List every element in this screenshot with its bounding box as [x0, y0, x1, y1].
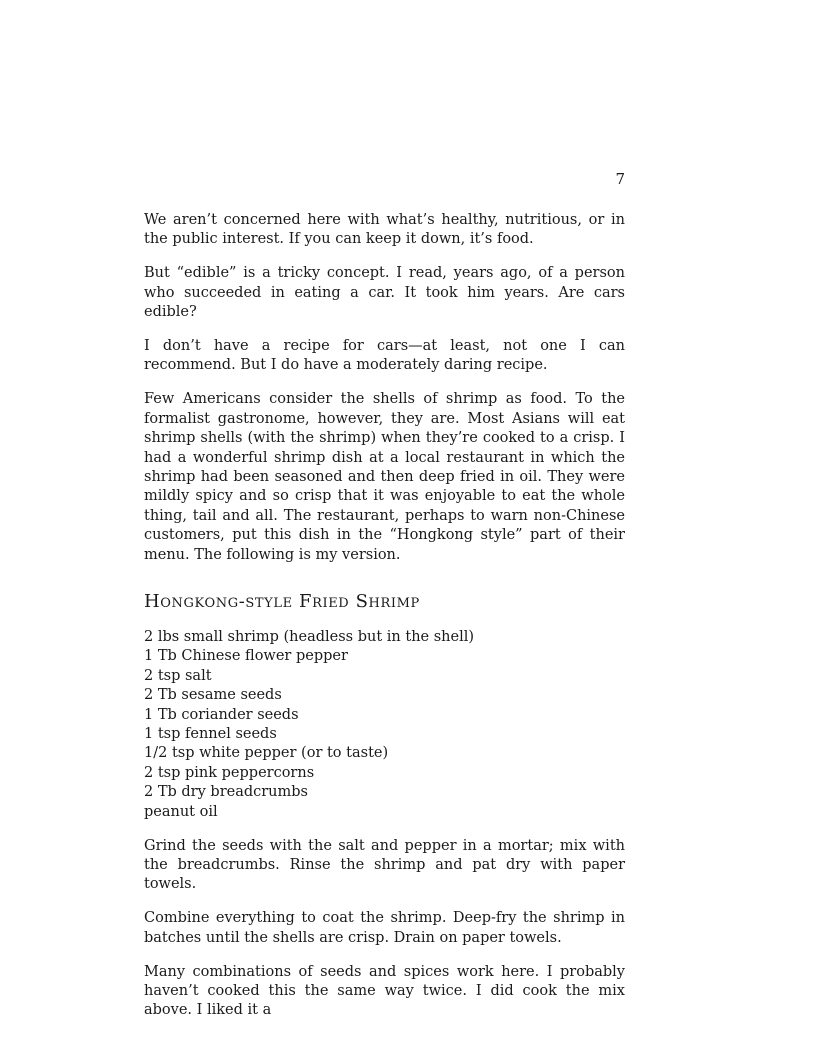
page-number: 7 [615, 170, 625, 188]
ingredient-item: peanut oil [144, 803, 218, 820]
ingredient-item: 2 Tb sesame seeds [144, 687, 282, 704]
ingredient-item: 1/2 tsp white pepper (or to taste) [144, 745, 389, 762]
ingredient-item: 1 Tb Chinese flower pepper [144, 648, 348, 665]
body-text [144, 211, 625, 1035]
ingredient-item: 1 tsp fennel seeds [144, 726, 277, 743]
intro-paragraph: I don’t have a recipe for cars—at least, not one I can recommend. But I do have a moderately daring recipe. [144, 338, 625, 374]
ingredient-item: 2 tsp pink peppercorns [144, 764, 315, 781]
ingredient-item: 2 Tb dry breadcrumbs [144, 784, 308, 801]
intro-paragraph: Few Americans consider the shells of shrimp as food. To the formalist gastronome, however, they are. Most Asians will eat shrimp shells (with the shrimp) when they’re cooked to a crisp. I had a wonderful shrimp dish at a local restaurant in which the shrimp had been seasoned and then deep fried in oil. They were mildly spicy and so crisp that it was enjoyable to eat the whole thing, tail and all. The restaurant, perhaps to warn non-Chinese customers, put this dish in the “Hongkong style” part of their menu. The following is my version. [144, 391, 625, 563]
ingredient-item: 1 Tb coriander seeds [144, 706, 299, 723]
ingredient-item: 2 tsp salt [144, 667, 212, 684]
ingredient-list [144, 628, 625, 822]
instruction-paragraph: Grind the seeds with the salt and pepper in a mortar; mix with the breadcrumbs. Rinse the shrimp and pat dry with paper towels. [144, 837, 625, 893]
ingredient-item: 2 lbs small shrimp (headless but in the shell) [144, 629, 475, 645]
instruction-paragraph: Combine everything to coat the shrimp. Deep-fry the shrimp in batches until the shells are crisp. Drain on paper towels. [144, 910, 625, 946]
intro-paragraph: But “edible” is a tricky concept. I read, years ago, of a person who succeeded in eating a car. It took him years. Are cars edible? [144, 265, 625, 321]
recipe-title: Hongkong-style Fried Shrimp [144, 591, 420, 612]
intro-paragraph: We aren’t concerned here with what’s healthy, nutritious, or in the public interest. If you can keep it down, it’s food. [144, 212, 625, 248]
instruction-paragraph: Many combinations of seeds and spices work here. I probably haven’t cooked this the same way twice. I did cook the mix above. I liked it a [144, 963, 625, 1019]
